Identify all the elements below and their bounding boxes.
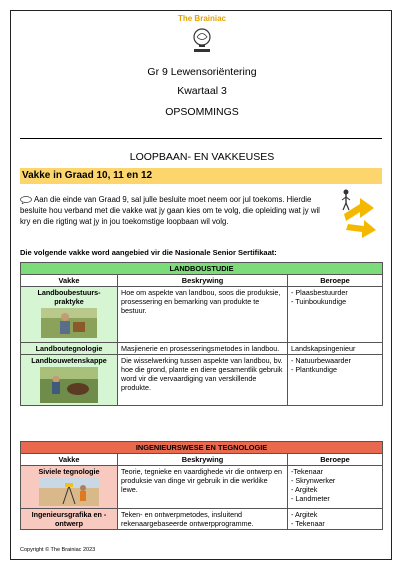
careers-cell [288,343,383,355]
farmer-photo [41,308,97,338]
careers-cell [288,287,383,343]
copyright: Copyright © The Brainiac 2023 [20,547,96,553]
divider [20,138,382,139]
subject-name: Landboutegnologie [35,344,103,353]
career-item: - Landmeter [291,494,330,503]
column-header-careers: Beroepe [288,275,383,287]
table-row [21,466,383,509]
crossroads-arrows-icon [330,186,384,242]
description-cell: Hoe om aspekte van landbou, soos die produksie, prosessering en bemarking van produkte te bestuur. [118,287,288,343]
table-row [21,343,383,355]
engineering-table [20,441,383,530]
subject-cell [21,343,118,355]
subject-cell [21,287,118,343]
grade-band: Vakke in Graad 10, 11 en 12 [20,168,382,184]
livestock-photo [40,367,98,403]
intro-text: Aan die einde van Graad 9, sal julle besluite moet neem oor jul toekoms. Hierdie besluite hou verband met die vakke wat jy gaan kies om te volg, die opleiding wat jy wil kry en die rigting wat jy in jou toekomstige loopbaan wil volg. [20,195,320,226]
career-item: - Plaasbestuurder [291,288,348,297]
career-item: - Plantkundige [291,365,337,374]
subject-name: Siviele tegnologie [38,467,100,476]
career-item: -Tekenaar [291,467,323,476]
column-header-vak: Vakke [21,454,118,466]
subject-name: Landbouwetenskappe [31,356,107,365]
column-header-description: Beskrywing [118,275,288,287]
brainiac-logo-icon [186,26,218,54]
career-item: - Tuinboukundige [291,297,347,306]
intro-bold: Die volgende vakke word aangebied vir die Nasionale Senior Sertifikaat: [20,248,277,257]
column-header-vak: Vakke [21,275,118,287]
description-cell: Teken- en ontwerpmetodes, insluitend rekenaargebaseerde ontwerpprogramme. [118,509,288,530]
careers-cell [288,509,383,530]
topic-label: OPSOMMINGS [165,106,239,118]
career-item: - Skrynwerker [291,476,336,485]
careers-cell [288,355,383,406]
table-row [21,509,383,530]
careers-cell [288,466,383,509]
career-item: - Argitek [291,510,318,519]
subject-cell [21,509,118,530]
table-row [21,355,383,406]
table-caption: LANDBOUSTUDIE [21,263,383,275]
description-cell: Masjienerie en prosesseringsmetodes in landbou. [118,343,288,355]
brand-name: The Brainiac [177,14,226,23]
career-item: - Natuurbewaarder [291,356,351,365]
career-item: - Argitek [291,485,318,494]
description-cell: Teorie, tegnieke en vaardighede vir die ontwerp en produksie van dinge vir gebruik in die werklike lewe. [118,466,288,509]
description-cell: Die wisselwerking tussen aspekte van landbou, bv. hoe die grond, plante en diere gesamentlik gebruik word vir die vervaardiging van verskillende produkte. [118,355,288,406]
agriculture-table [20,262,383,406]
section-title: LOOPBAAN- EN VAKKEUSES [129,151,275,163]
career-item: - Tekenaar [291,519,325,528]
surveyor-photo [39,478,99,506]
term-label: Kwartaal 3 [177,85,227,97]
intro-paragraph [20,194,326,227]
table-caption: INGENIEURSWESE EN TEGNOLOGIE [21,442,383,454]
career-item: Landskapsingenieur [291,344,356,353]
page-title: Gr 9 Lewensoriëntering [147,66,257,78]
speech-bubble-icon [20,196,32,204]
subject-cell [21,466,118,509]
column-header-careers: Beroepe [288,454,383,466]
subject-cell [21,355,118,406]
subject-name: Landboubestuurs-praktyke [37,288,101,306]
column-header-description: Beskrywing [118,454,288,466]
table-row [21,287,383,343]
subject-name: Ingenieursgrafika en -ontwerp [31,510,107,528]
